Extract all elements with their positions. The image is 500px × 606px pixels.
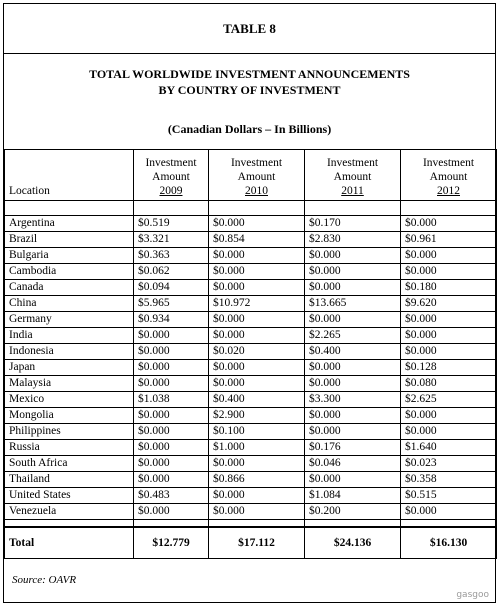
cell-2010: $0.000 bbox=[209, 216, 305, 232]
cell-2010: $0.866 bbox=[209, 472, 305, 488]
cell-2010: $0.000 bbox=[209, 504, 305, 520]
cell-2011: $0.000 bbox=[305, 312, 401, 328]
cell-2009: $0.000 bbox=[134, 504, 209, 520]
cell-country: Bulgaria bbox=[5, 248, 134, 264]
cell-country: China bbox=[5, 296, 134, 312]
table-row bbox=[5, 248, 497, 264]
cell-2011: $0.200 bbox=[305, 504, 401, 520]
cell-2011: $0.000 bbox=[305, 408, 401, 424]
cell-2012: $1.640 bbox=[401, 440, 497, 456]
cell-2011: $0.000 bbox=[305, 360, 401, 376]
cell-2009: $3.321 bbox=[134, 232, 209, 248]
table-row bbox=[5, 376, 497, 392]
table-subheading: (Canadian Dollars – In Billions) bbox=[167, 122, 332, 136]
cell-country: Venezuela bbox=[5, 504, 134, 520]
cell-2010: $0.000 bbox=[209, 264, 305, 280]
table-row bbox=[5, 392, 497, 408]
header-2009-label: Investment Amount bbox=[145, 157, 197, 183]
cell-country: South Africa bbox=[5, 456, 134, 472]
table-row bbox=[5, 472, 497, 488]
cell-2009: $0.934 bbox=[134, 312, 209, 328]
cell-2009: $0.062 bbox=[134, 264, 209, 280]
table-body bbox=[5, 201, 497, 559]
cell-country: Indonesia bbox=[5, 344, 134, 360]
table-row bbox=[5, 408, 497, 424]
cell-2010: $0.000 bbox=[209, 328, 305, 344]
source-note: Source: OAVR bbox=[12, 574, 77, 586]
cell-2012: $0.023 bbox=[401, 456, 497, 472]
total-2012: $16.130 bbox=[401, 527, 497, 559]
cell-2010: $0.854 bbox=[209, 232, 305, 248]
table-row bbox=[5, 312, 497, 328]
header-2012 bbox=[401, 150, 497, 201]
header-2009-year: 2009 bbox=[159, 185, 183, 197]
cell-2009: $0.000 bbox=[134, 376, 209, 392]
cell-2012: $9.620 bbox=[401, 296, 497, 312]
cell-2012: $0.128 bbox=[401, 360, 497, 376]
cell-2009: $0.000 bbox=[134, 408, 209, 424]
cell-2010: $0.000 bbox=[209, 360, 305, 376]
cell-2012: $0.000 bbox=[401, 264, 497, 280]
cell-2012: $0.080 bbox=[401, 376, 497, 392]
cell-2010: $0.000 bbox=[209, 376, 305, 392]
spacer-row bbox=[5, 201, 497, 216]
table-heading bbox=[4, 66, 495, 98]
cell-country: Japan bbox=[5, 360, 134, 376]
table-row bbox=[5, 232, 497, 248]
cell-2012: $0.358 bbox=[401, 472, 497, 488]
cell-2010: $0.000 bbox=[209, 488, 305, 504]
header-row bbox=[5, 150, 497, 201]
header-2009 bbox=[134, 150, 209, 201]
cell-2009: $0.000 bbox=[134, 440, 209, 456]
cell-2012: $2.625 bbox=[401, 392, 497, 408]
cell-2011: $0.000 bbox=[305, 376, 401, 392]
cell-2009: $0.000 bbox=[134, 360, 209, 376]
cell-2012: $0.000 bbox=[401, 328, 497, 344]
cell-2009: $0.000 bbox=[134, 472, 209, 488]
table-row bbox=[5, 344, 497, 360]
table-row bbox=[5, 456, 497, 472]
cell-country: Germany bbox=[5, 312, 134, 328]
heading-line-2: BY COUNTRY OF INVESTMENT bbox=[158, 83, 341, 97]
cell-2011: $3.300 bbox=[305, 392, 401, 408]
cell-country: India bbox=[5, 328, 134, 344]
cell-country: Thailand bbox=[5, 472, 134, 488]
cell-country: Philippines bbox=[5, 424, 134, 440]
header-2010-label: Investment Amount bbox=[230, 157, 283, 183]
cell-2012: $0.000 bbox=[401, 504, 497, 520]
cell-2011: $0.176 bbox=[305, 440, 401, 456]
cell-2012: $0.000 bbox=[401, 216, 497, 232]
cell-2011: $2.265 bbox=[305, 328, 401, 344]
table-row bbox=[5, 296, 497, 312]
header-2011-label: Investment Amount bbox=[326, 157, 379, 183]
cell-country: Mongolia bbox=[5, 408, 134, 424]
cell-2011: $0.000 bbox=[305, 424, 401, 440]
header-2011-year: 2011 bbox=[341, 185, 364, 197]
document bbox=[3, 3, 496, 603]
cell-2009: $0.000 bbox=[134, 456, 209, 472]
cell-2010: $0.000 bbox=[209, 280, 305, 296]
cell-2009: $0.000 bbox=[134, 424, 209, 440]
cell-2011: $0.000 bbox=[305, 280, 401, 296]
cell-2011: $1.084 bbox=[305, 488, 401, 504]
gap-row bbox=[5, 520, 497, 528]
cell-2011: $0.400 bbox=[305, 344, 401, 360]
header-2010-year: 2010 bbox=[245, 185, 268, 197]
cell-2012: $0.180 bbox=[401, 280, 497, 296]
cell-2009: $0.000 bbox=[134, 328, 209, 344]
table-row bbox=[5, 488, 497, 504]
heading-line-1: TOTAL WORLDWIDE INVESTMENT ANNOUNCEMENTS bbox=[89, 67, 410, 81]
cell-2011: $2.830 bbox=[305, 232, 401, 248]
cell-2012: $0.000 bbox=[401, 312, 497, 328]
cell-2012: $0.000 bbox=[401, 424, 497, 440]
cell-country: Mexico bbox=[5, 392, 134, 408]
cell-2009: $0.094 bbox=[134, 280, 209, 296]
total-2011: $24.136 bbox=[305, 527, 401, 559]
cell-2012: $0.961 bbox=[401, 232, 497, 248]
cell-2009: $0.519 bbox=[134, 216, 209, 232]
cell-2010: $1.000 bbox=[209, 440, 305, 456]
total-2009: $12.779 bbox=[134, 527, 209, 559]
header-2010 bbox=[209, 150, 305, 201]
table-row bbox=[5, 360, 497, 376]
cell-2011: $13.665 bbox=[305, 296, 401, 312]
total-2010: $17.112 bbox=[209, 527, 305, 559]
cell-country: Malaysia bbox=[5, 376, 134, 392]
cell-2012: $0.515 bbox=[401, 488, 497, 504]
total-label: Total bbox=[5, 527, 134, 559]
total-row bbox=[5, 527, 497, 559]
cell-2010: $0.100 bbox=[209, 424, 305, 440]
cell-2012: $0.000 bbox=[401, 248, 497, 264]
cell-2011: $0.000 bbox=[305, 472, 401, 488]
cell-2010: $0.000 bbox=[209, 248, 305, 264]
header-2011 bbox=[305, 150, 401, 201]
cell-2012: $0.000 bbox=[401, 408, 497, 424]
table-row bbox=[5, 264, 497, 280]
header-2012-year: 2012 bbox=[437, 185, 460, 197]
cell-2010: $0.400 bbox=[209, 392, 305, 408]
cell-2009: $0.000 bbox=[134, 344, 209, 360]
cell-2010: $0.000 bbox=[209, 312, 305, 328]
header-location: Location bbox=[5, 150, 134, 201]
watermark-logo: gasgoo bbox=[456, 590, 489, 600]
cell-country: Argentina bbox=[5, 216, 134, 232]
cell-2009: $5.965 bbox=[134, 296, 209, 312]
cell-2012: $0.000 bbox=[401, 344, 497, 360]
cell-country: United States bbox=[5, 488, 134, 504]
cell-2009: $0.363 bbox=[134, 248, 209, 264]
table-row bbox=[5, 280, 497, 296]
table-row bbox=[5, 328, 497, 344]
cell-2010: $10.972 bbox=[209, 296, 305, 312]
table-row bbox=[5, 216, 497, 232]
header-2012-label: Investment Amount bbox=[422, 157, 475, 183]
cell-2010: $0.020 bbox=[209, 344, 305, 360]
cell-2009: $1.038 bbox=[134, 392, 209, 408]
cell-country: Canada bbox=[5, 280, 134, 296]
cell-country: Cambodia bbox=[5, 264, 134, 280]
table-title: TABLE 8 bbox=[4, 4, 495, 54]
investment-table bbox=[4, 149, 497, 559]
cell-2011: $0.000 bbox=[305, 248, 401, 264]
cell-2010: $2.900 bbox=[209, 408, 305, 424]
cell-2011: $0.170 bbox=[305, 216, 401, 232]
cell-2010: $0.000 bbox=[209, 456, 305, 472]
cell-country: Russia bbox=[5, 440, 134, 456]
cell-2009: $0.483 bbox=[134, 488, 209, 504]
table-row bbox=[5, 440, 497, 456]
cell-2011: $0.046 bbox=[305, 456, 401, 472]
table-row bbox=[5, 424, 497, 440]
cell-country: Brazil bbox=[5, 232, 134, 248]
table-row bbox=[5, 504, 497, 520]
cell-2011: $0.000 bbox=[305, 264, 401, 280]
